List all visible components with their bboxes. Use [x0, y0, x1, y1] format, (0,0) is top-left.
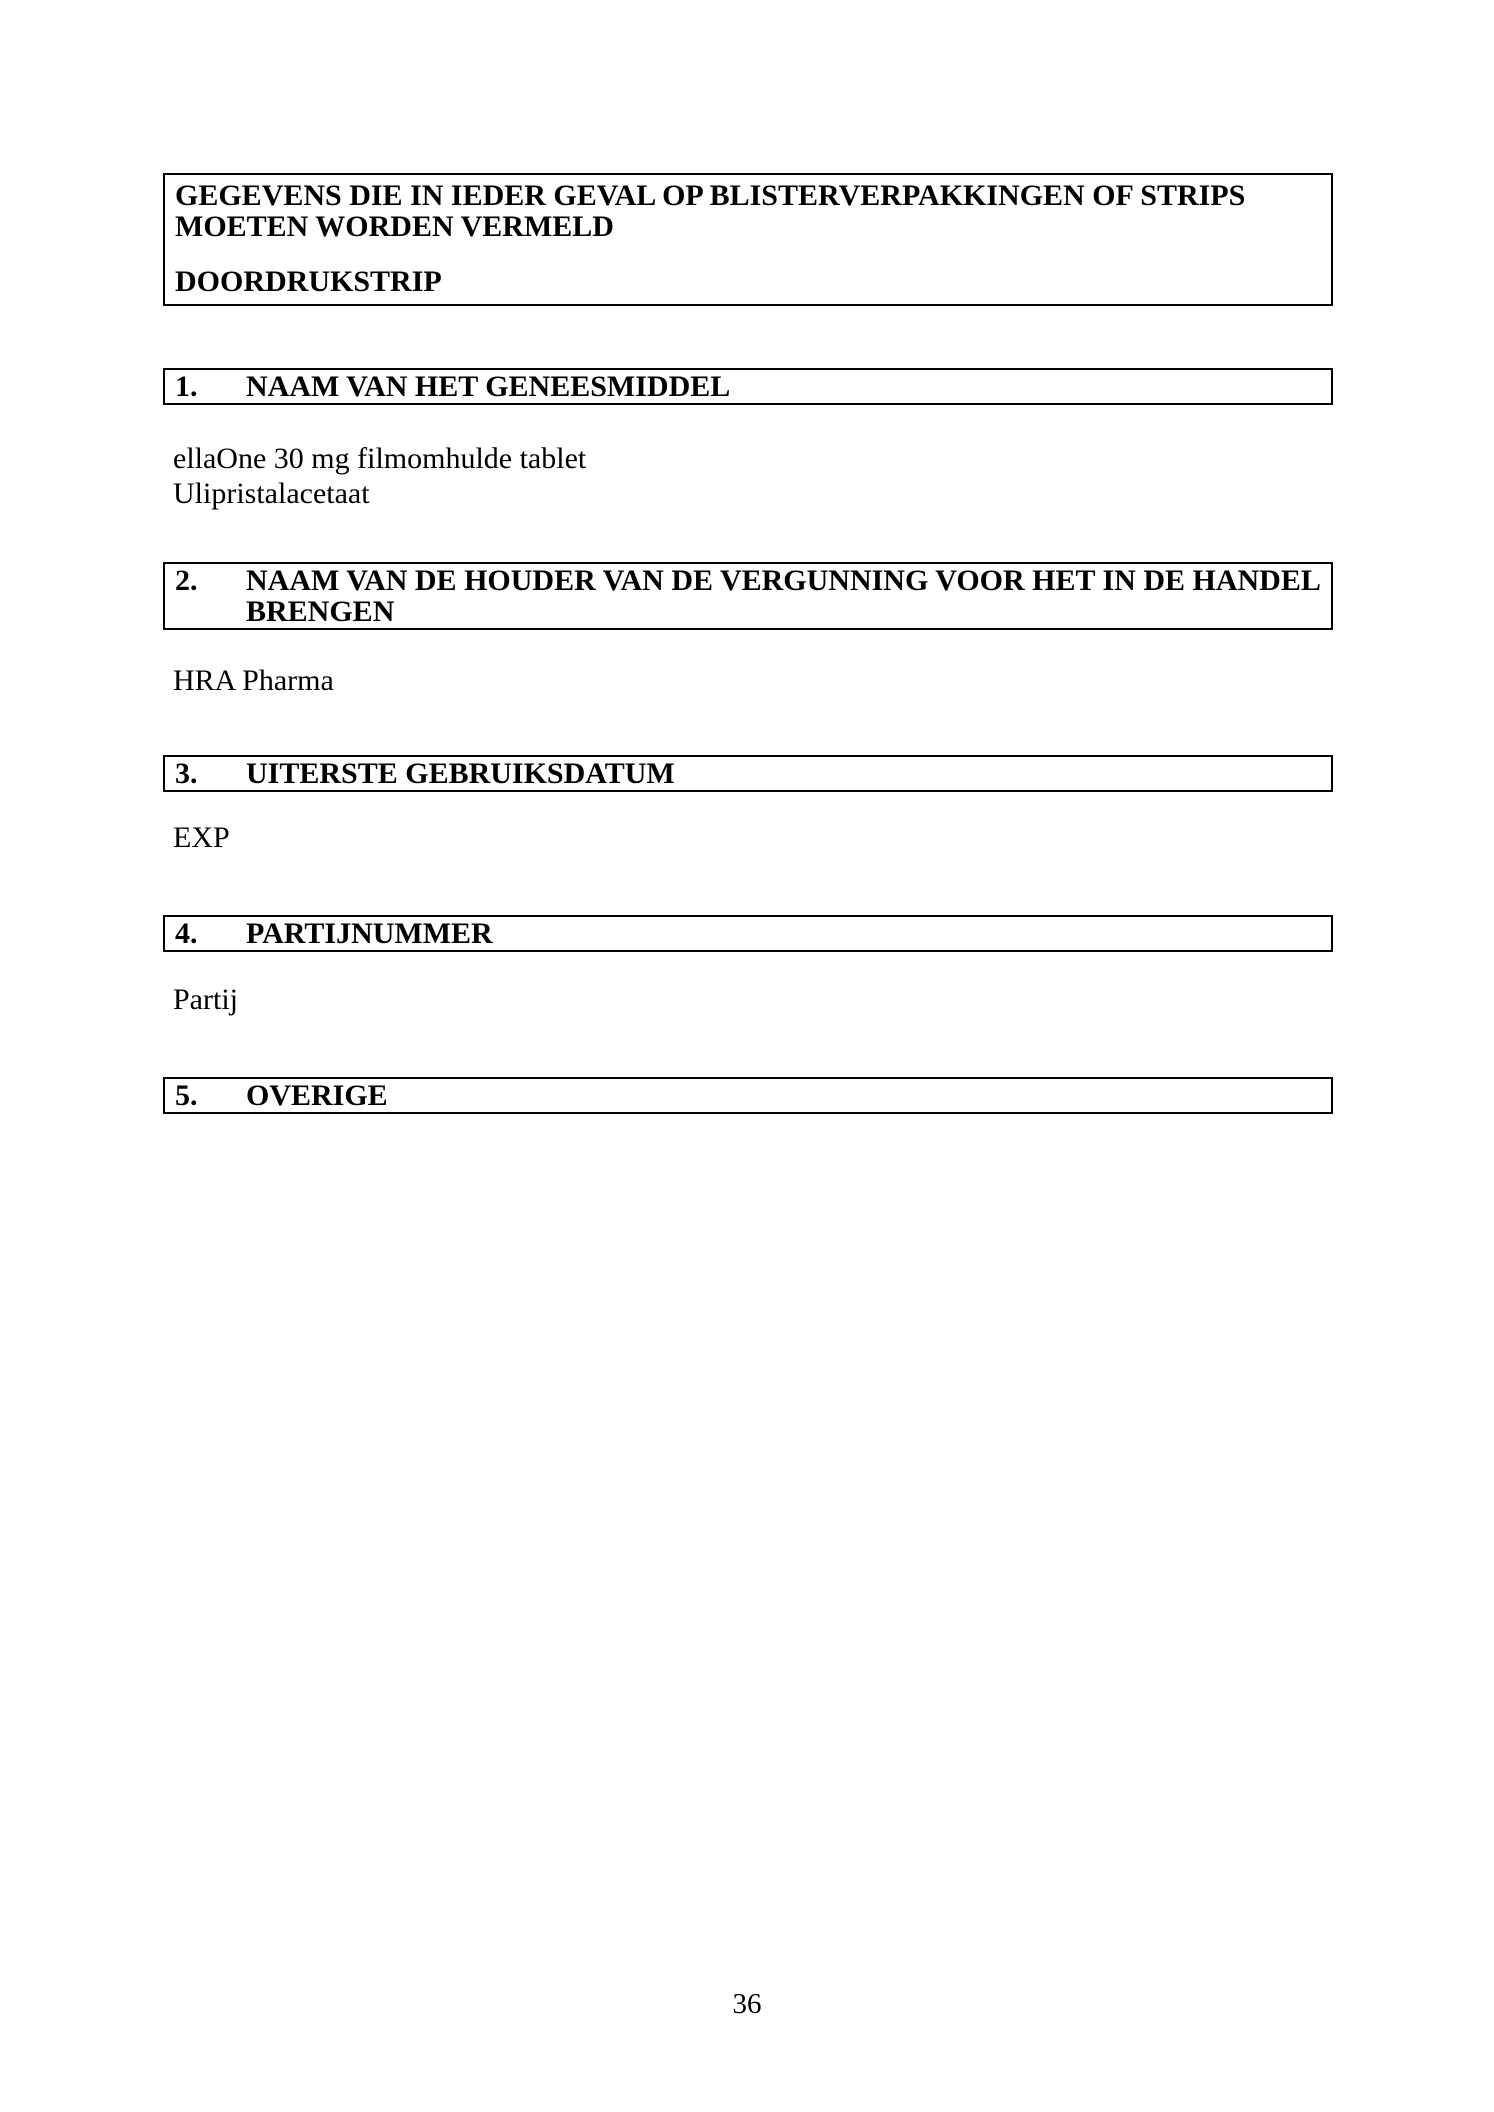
section-2-title: NAAM VAN DE HOUDER VAN DE VERGUNNING VOOR HET IN DE HANDEL BRENGEN — [246, 564, 1320, 628]
section-2-body — [173, 663, 1323, 698]
section-2-number: 2. — [175, 564, 198, 597]
section-5-heading-box — [163, 1077, 1333, 1114]
active-substance-line: Ulipristalacetaat — [173, 477, 370, 510]
section-1-title: NAAM VAN HET GENEESMIDDEL — [246, 370, 731, 403]
page-number: 36 — [732, 1988, 762, 2020]
section-3-number: 3. — [175, 757, 198, 790]
section-4-title: PARTIJNUMMER — [246, 917, 493, 950]
product-name-line: ellaOne 30 mg filmomhulde tablet — [173, 442, 587, 475]
section-4-heading-box — [163, 915, 1333, 952]
section-5-title: OVERIGE — [246, 1079, 388, 1112]
section-4-number: 4. — [175, 917, 198, 950]
section-3-title: UITERSTE GEBRUIKSDATUM — [246, 757, 675, 790]
section-1-number: 1. — [175, 370, 198, 403]
expiry-line: EXP — [173, 821, 230, 854]
section-2-heading-box — [163, 562, 1333, 630]
header-statement: GEGEVENS DIE IN IEDER GEVAL OP BLISTERVERPAKKINGEN OF STRIPS MOETEN WORDEN VERMELD — [175, 179, 1246, 243]
section-3-body — [173, 820, 1323, 855]
marketing-holder-line: HRA Pharma — [173, 664, 334, 697]
section-1-heading-box — [163, 368, 1333, 405]
header-subtitle: DOORDRUKSTRIP — [175, 265, 442, 298]
section-5-number: 5. — [175, 1079, 198, 1112]
section-4-body — [173, 982, 1323, 1017]
batch-line: Partij — [173, 983, 238, 1016]
header-box — [163, 173, 1333, 306]
section-1-body — [173, 441, 1323, 511]
section-3-heading-box — [163, 755, 1333, 792]
